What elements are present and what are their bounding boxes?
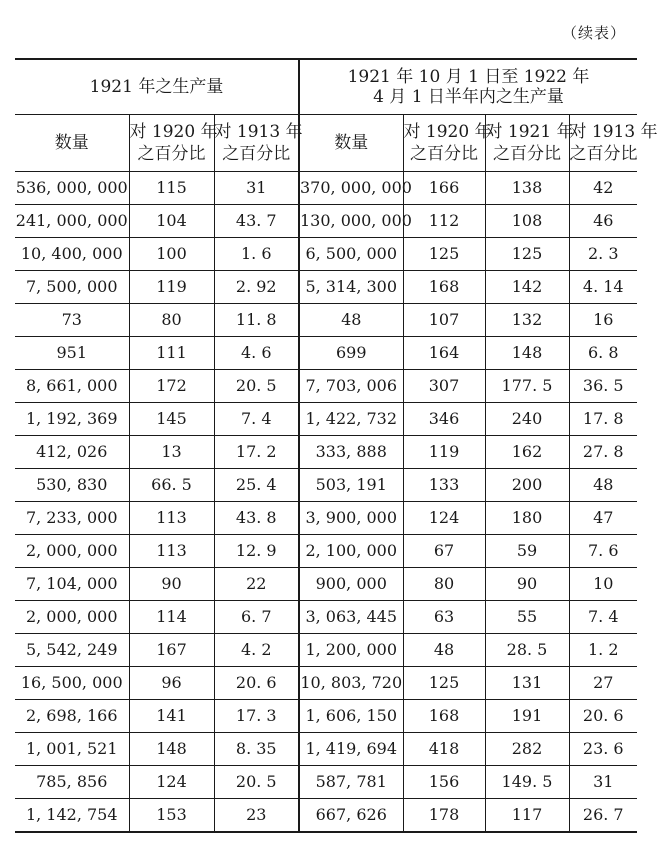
cell-qty-1921: 7, 104, 000 <box>15 568 129 601</box>
table-row <box>15 271 637 304</box>
cell-qty-halfyear: 1, 606, 150 <box>299 700 403 733</box>
cell-hy-pct-vs-1913: 31 <box>569 766 637 799</box>
cell-pct-vs-1920: 13 <box>129 436 214 469</box>
header-r-pct-1920 <box>403 115 492 172</box>
cell-pct-vs-1913: 4. 6 <box>214 337 299 370</box>
header-pct-1913-line2: 之百分比 <box>222 144 291 164</box>
cell-pct-vs-1920: 90 <box>129 568 214 601</box>
cell-hy-pct-vs-1913: 2. 3 <box>569 238 637 271</box>
cell-qty-halfyear: 1, 422, 732 <box>299 403 403 436</box>
cell-qty-1921: 2, 000, 000 <box>15 535 129 568</box>
cell-hy-pct-vs-1913: 23. 6 <box>569 733 637 766</box>
cell-hy-pct-vs-1920: 125 <box>403 667 485 700</box>
header-pct-1913 <box>214 115 303 172</box>
header-group-1921: 1921 年之生产量 <box>15 59 299 115</box>
cell-pct-vs-1920: 124 <box>129 766 214 799</box>
cell-hy-pct-vs-1921: 125 <box>485 238 569 271</box>
cell-qty-1921: 2, 000, 000 <box>15 601 129 634</box>
cell-hy-pct-vs-1913: 7. 6 <box>569 535 637 568</box>
header-r-pct-1913 <box>569 115 658 172</box>
header-r-pct-1921-line2: 之百分比 <box>493 144 561 164</box>
table-row <box>15 370 637 403</box>
cell-pct-vs-1920: 113 <box>129 502 214 535</box>
cell-hy-pct-vs-1921: 59 <box>485 535 569 568</box>
cell-hy-pct-vs-1921: 180 <box>485 502 569 535</box>
cell-qty-halfyear: 900, 000 <box>299 568 403 601</box>
header-r-pct-1913-line2: 之百分比 <box>569 144 638 164</box>
table-row <box>15 799 637 833</box>
cell-hy-pct-vs-1921: 200 <box>485 469 569 502</box>
cell-pct-vs-1913: 11. 8 <box>214 304 299 337</box>
cell-hy-pct-vs-1920: 125 <box>403 238 485 271</box>
cell-hy-pct-vs-1920: 307 <box>403 370 485 403</box>
header-column-row <box>15 115 637 172</box>
table-row <box>15 502 637 535</box>
cell-qty-halfyear: 1, 200, 000 <box>299 634 403 667</box>
cell-qty-halfyear: 2, 100, 000 <box>299 535 403 568</box>
table-row <box>15 667 637 700</box>
cell-hy-pct-vs-1913: 26. 7 <box>569 799 637 833</box>
cell-hy-pct-vs-1921: 191 <box>485 700 569 733</box>
production-table <box>15 58 658 833</box>
header-pct-1920-line2: 之百分比 <box>137 144 206 164</box>
cell-pct-vs-1913: 6. 7 <box>214 601 299 634</box>
cell-hy-pct-vs-1913: 16 <box>569 304 637 337</box>
cell-pct-vs-1913: 20. 6 <box>214 667 299 700</box>
cell-qty-halfyear: 1, 419, 694 <box>299 733 403 766</box>
table-row <box>15 469 637 502</box>
cell-hy-pct-vs-1913: 36. 5 <box>569 370 637 403</box>
cell-qty-halfyear: 7, 703, 006 <box>299 370 403 403</box>
header-qty-1921: 数量 <box>15 115 129 172</box>
cell-pct-vs-1920: 114 <box>129 601 214 634</box>
cell-qty-1921: 5, 542, 249 <box>15 634 129 667</box>
cell-hy-pct-vs-1913: 27 <box>569 667 637 700</box>
cell-pct-vs-1913: 4. 2 <box>214 634 299 667</box>
cell-hy-pct-vs-1920: 168 <box>403 700 485 733</box>
cell-hy-pct-vs-1913: 27. 8 <box>569 436 637 469</box>
cell-hy-pct-vs-1921: 240 <box>485 403 569 436</box>
cell-pct-vs-1913: 31 <box>214 172 299 205</box>
cell-hy-pct-vs-1921: 117 <box>485 799 569 833</box>
cell-hy-pct-vs-1920: 418 <box>403 733 485 766</box>
cell-qty-1921: 16, 500, 000 <box>15 667 129 700</box>
cell-pct-vs-1920: 66. 5 <box>129 469 214 502</box>
cell-qty-halfyear: 667, 626 <box>299 799 403 833</box>
cell-hy-pct-vs-1913: 42 <box>569 172 637 205</box>
cell-pct-vs-1920: 104 <box>129 205 214 238</box>
cell-qty-halfyear: 370, 000, 000 <box>299 172 403 205</box>
cell-hy-pct-vs-1920: 119 <box>403 436 485 469</box>
table-row <box>15 535 637 568</box>
cell-pct-vs-1920: 111 <box>129 337 214 370</box>
cell-qty-1921: 7, 233, 000 <box>15 502 129 535</box>
cell-hy-pct-vs-1913: 46 <box>569 205 637 238</box>
cell-pct-vs-1913: 23 <box>214 799 299 833</box>
cell-qty-1921: 536, 000, 000 <box>15 172 129 205</box>
cell-hy-pct-vs-1913: 7. 4 <box>569 601 637 634</box>
cell-hy-pct-vs-1920: 156 <box>403 766 485 799</box>
header-group-row <box>15 59 637 115</box>
cell-pct-vs-1913: 12. 9 <box>214 535 299 568</box>
table-row <box>15 766 637 799</box>
cell-pct-vs-1913: 17. 2 <box>214 436 299 469</box>
cell-hy-pct-vs-1913: 47 <box>569 502 637 535</box>
table-row <box>15 601 637 634</box>
cell-hy-pct-vs-1921: 132 <box>485 304 569 337</box>
cell-pct-vs-1920: 80 <box>129 304 214 337</box>
cell-pct-vs-1913: 20. 5 <box>214 766 299 799</box>
table-body <box>15 172 637 833</box>
header-group-halfyear-line1: 1921 年 10 月 1 日至 1922 年 <box>347 67 590 87</box>
header-r-pct-1920-line2: 之百分比 <box>410 144 478 164</box>
cell-pct-vs-1913: 25. 4 <box>214 469 299 502</box>
header-pct-1920 <box>129 115 218 172</box>
cell-qty-1921: 8, 661, 000 <box>15 370 129 403</box>
cell-hy-pct-vs-1920: 63 <box>403 601 485 634</box>
header-group-halfyear-line2: 4 月 1 日半年内之生产量 <box>373 87 564 107</box>
cell-hy-pct-vs-1920: 67 <box>403 535 485 568</box>
cell-qty-1921: 951 <box>15 337 129 370</box>
header-pct-1920-line1: 对 1920 年 <box>129 122 218 142</box>
cell-pct-vs-1913: 43. 7 <box>214 205 299 238</box>
table-row <box>15 568 637 601</box>
cell-hy-pct-vs-1921: 108 <box>485 205 569 238</box>
cell-pct-vs-1913: 2. 92 <box>214 271 299 304</box>
cell-hy-pct-vs-1913: 6. 8 <box>569 337 637 370</box>
cell-qty-1921: 412, 026 <box>15 436 129 469</box>
cell-hy-pct-vs-1920: 164 <box>403 337 485 370</box>
table-row <box>15 172 637 205</box>
cell-qty-halfyear: 10, 803, 720 <box>299 667 403 700</box>
cell-qty-halfyear: 48 <box>299 304 403 337</box>
cell-hy-pct-vs-1920: 124 <box>403 502 485 535</box>
cell-hy-pct-vs-1920: 80 <box>403 568 485 601</box>
cell-qty-1921: 1, 142, 754 <box>15 799 129 833</box>
cell-hy-pct-vs-1920: 107 <box>403 304 485 337</box>
table-row <box>15 304 637 337</box>
cell-hy-pct-vs-1921: 148 <box>485 337 569 370</box>
continued-label: （续表） <box>561 24 626 42</box>
cell-hy-pct-vs-1920: 112 <box>403 205 485 238</box>
cell-hy-pct-vs-1913: 1. 2 <box>569 634 637 667</box>
table-row <box>15 238 637 271</box>
header-r-pct-1913-line1: 对 1913 年 <box>569 122 658 142</box>
cell-qty-1921: 785, 856 <box>15 766 129 799</box>
cell-qty-halfyear: 130, 000, 000 <box>299 205 403 238</box>
cell-pct-vs-1913: 7. 4 <box>214 403 299 436</box>
cell-pct-vs-1920: 119 <box>129 271 214 304</box>
header-r-pct-1921 <box>485 115 574 172</box>
cell-hy-pct-vs-1921: 162 <box>485 436 569 469</box>
table-row <box>15 337 637 370</box>
table-row <box>15 700 637 733</box>
cell-qty-halfyear: 5, 314, 300 <box>299 271 403 304</box>
cell-hy-pct-vs-1921: 138 <box>485 172 569 205</box>
cell-hy-pct-vs-1920: 133 <box>403 469 485 502</box>
cell-pct-vs-1913: 22 <box>214 568 299 601</box>
cell-pct-vs-1920: 115 <box>129 172 214 205</box>
cell-pct-vs-1920: 141 <box>129 700 214 733</box>
table-row <box>15 403 637 436</box>
cell-qty-halfyear: 3, 063, 445 <box>299 601 403 634</box>
header-qty-halfyear: 数量 <box>299 115 403 172</box>
cell-hy-pct-vs-1920: 346 <box>403 403 485 436</box>
cell-pct-vs-1913: 20. 5 <box>214 370 299 403</box>
cell-hy-pct-vs-1921: 282 <box>485 733 569 766</box>
cell-hy-pct-vs-1913: 4. 14 <box>569 271 637 304</box>
cell-qty-halfyear: 503, 191 <box>299 469 403 502</box>
table-header <box>15 59 658 172</box>
cell-hy-pct-vs-1921: 142 <box>485 271 569 304</box>
cell-pct-vs-1920: 113 <box>129 535 214 568</box>
cell-qty-halfyear: 3, 900, 000 <box>299 502 403 535</box>
cell-pct-vs-1920: 145 <box>129 403 214 436</box>
table-row <box>15 436 637 469</box>
cell-qty-1921: 241, 000, 000 <box>15 205 129 238</box>
cell-qty-halfyear: 6, 500, 000 <box>299 238 403 271</box>
cell-pct-vs-1913: 17. 3 <box>214 700 299 733</box>
cell-hy-pct-vs-1913: 10 <box>569 568 637 601</box>
cell-pct-vs-1920: 96 <box>129 667 214 700</box>
table-row <box>15 205 637 238</box>
cell-hy-pct-vs-1913: 17. 8 <box>569 403 637 436</box>
cell-hy-pct-vs-1920: 168 <box>403 271 485 304</box>
cell-pct-vs-1920: 153 <box>129 799 214 833</box>
cell-qty-1921: 2, 698, 166 <box>15 700 129 733</box>
cell-pct-vs-1913: 43. 8 <box>214 502 299 535</box>
cell-pct-vs-1920: 172 <box>129 370 214 403</box>
header-group-halfyear <box>299 59 637 115</box>
cell-hy-pct-vs-1921: 131 <box>485 667 569 700</box>
header-r-pct-1920-line1: 对 1920 年 <box>403 122 492 142</box>
cell-qty-1921: 1, 192, 369 <box>15 403 129 436</box>
cell-hy-pct-vs-1921: 149. 5 <box>485 766 569 799</box>
cell-qty-1921: 530, 830 <box>15 469 129 502</box>
cell-qty-1921: 10, 400, 000 <box>15 238 129 271</box>
cell-qty-halfyear: 587, 781 <box>299 766 403 799</box>
cell-qty-halfyear: 333, 888 <box>299 436 403 469</box>
cell-hy-pct-vs-1921: 55 <box>485 601 569 634</box>
cell-pct-vs-1913: 8. 35 <box>214 733 299 766</box>
cell-pct-vs-1920: 100 <box>129 238 214 271</box>
cell-hy-pct-vs-1921: 90 <box>485 568 569 601</box>
cell-hy-pct-vs-1913: 48 <box>569 469 637 502</box>
cell-hy-pct-vs-1921: 177. 5 <box>485 370 569 403</box>
cell-pct-vs-1913: 1. 6 <box>214 238 299 271</box>
table-row <box>15 634 637 667</box>
cell-qty-1921: 73 <box>15 304 129 337</box>
cell-qty-1921: 7, 500, 000 <box>15 271 129 304</box>
cell-pct-vs-1920: 167 <box>129 634 214 667</box>
cell-hy-pct-vs-1921: 28. 5 <box>485 634 569 667</box>
cell-hy-pct-vs-1920: 166 <box>403 172 485 205</box>
cell-qty-1921: 1, 001, 521 <box>15 733 129 766</box>
cell-hy-pct-vs-1920: 178 <box>403 799 485 833</box>
cell-qty-halfyear: 699 <box>299 337 403 370</box>
cell-hy-pct-vs-1920: 48 <box>403 634 485 667</box>
header-r-pct-1921-line1: 对 1921 年 <box>485 122 574 142</box>
cell-pct-vs-1920: 148 <box>129 733 214 766</box>
cell-hy-pct-vs-1913: 20. 6 <box>569 700 637 733</box>
table-row <box>15 733 637 766</box>
header-pct-1913-line1: 对 1913 年 <box>214 122 303 142</box>
